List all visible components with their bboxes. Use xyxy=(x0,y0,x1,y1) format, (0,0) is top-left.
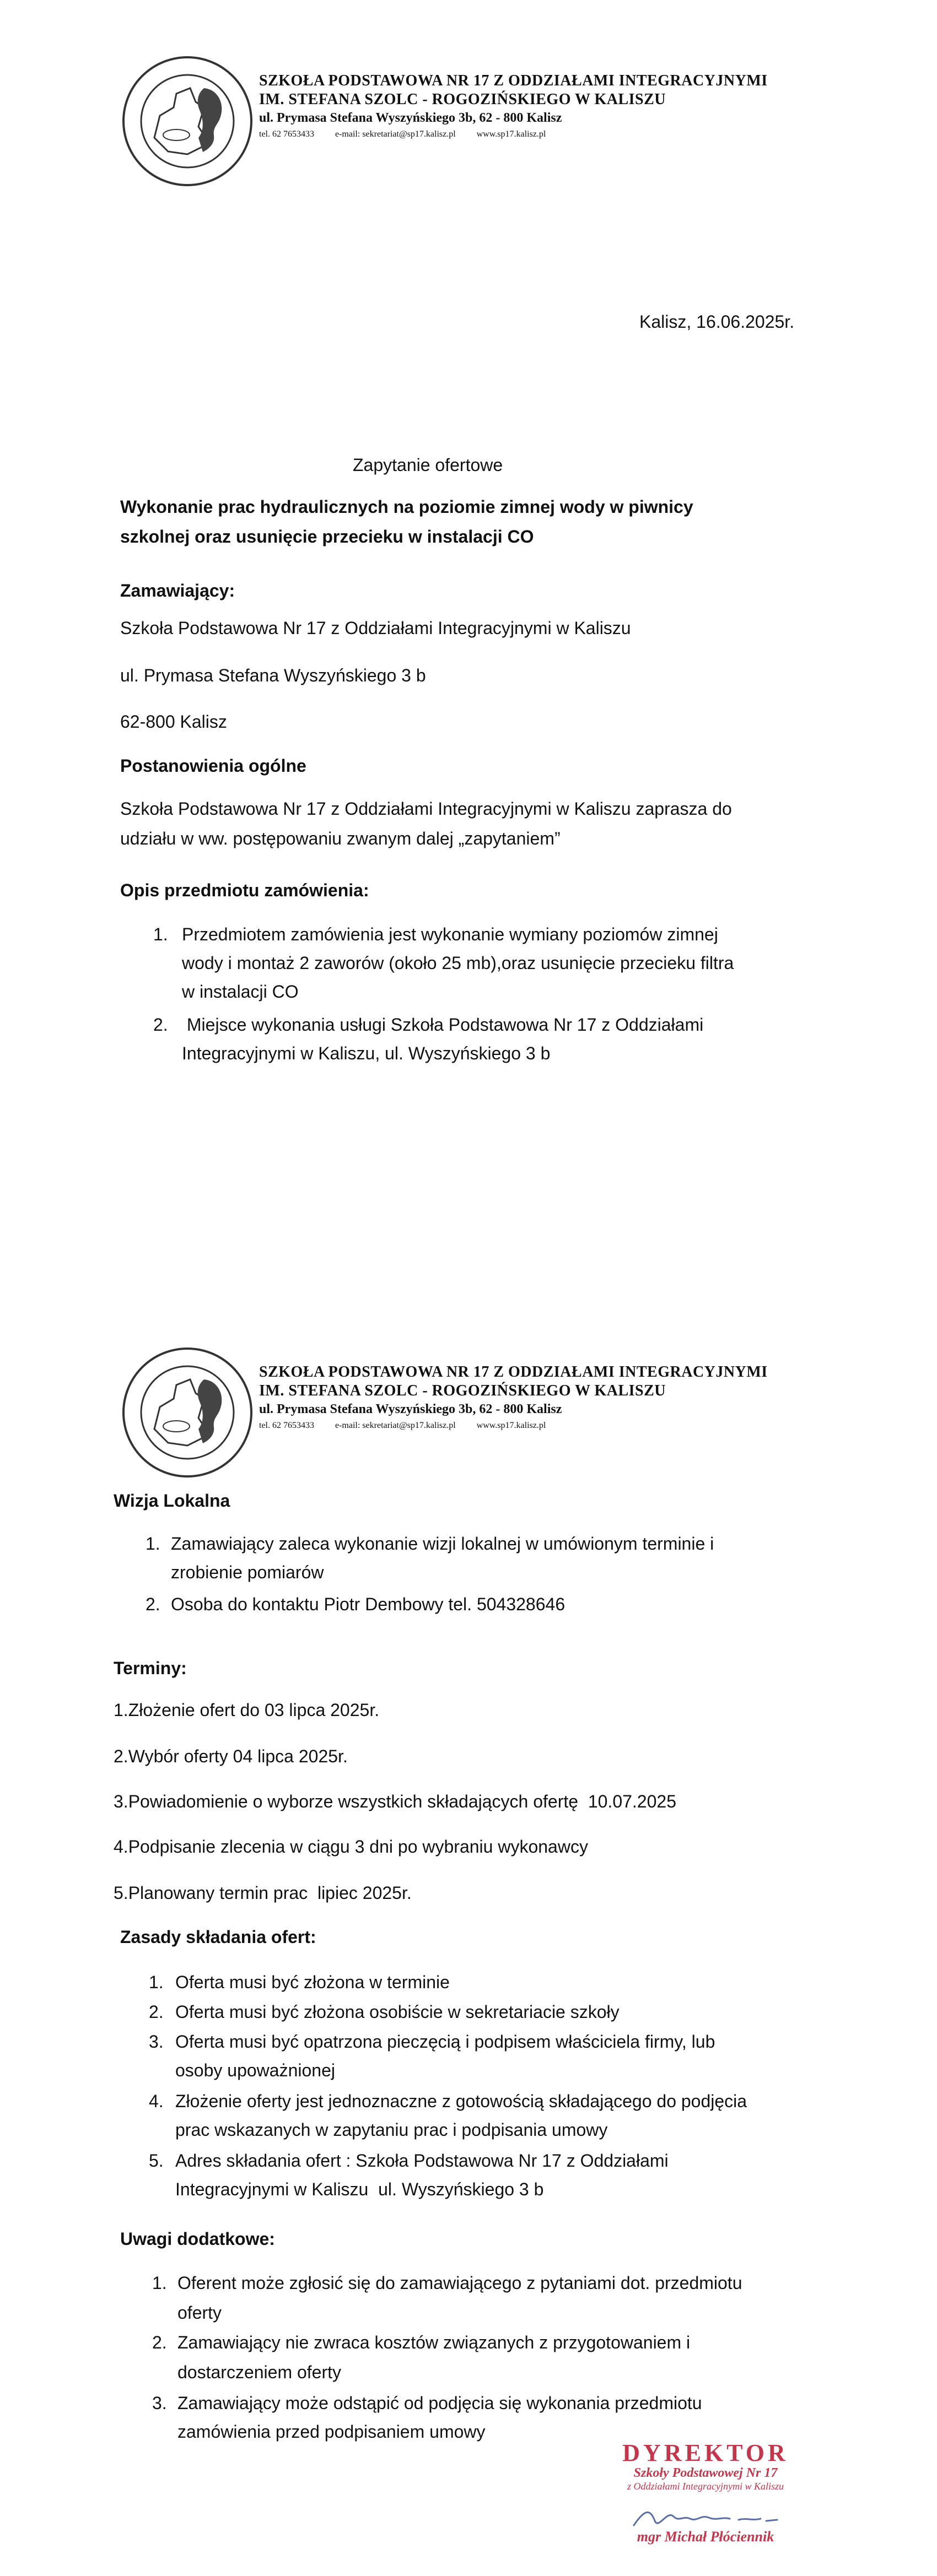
visit-item-1-number: 1. xyxy=(146,1534,160,1554)
school-logo-icon xyxy=(121,55,254,187)
general-heading: Postanowienia ogólne xyxy=(120,756,306,776)
letterhead-text xyxy=(259,1363,768,1433)
remarks-item-1-line-1: Oferent może zgłosić się do zamawiającego z pytaniami dot. przedmiotu xyxy=(177,2273,742,2293)
visit-item-2-number: 2. xyxy=(146,1594,160,1614)
scope-item-1-line-3: w instalacji CO xyxy=(182,982,299,1002)
scope-item-2-number: 2. xyxy=(153,1015,168,1035)
scope-item-2-line-1: Miejsce wykonania usługi Szkoła Podstawowa Nr 17 z Oddziałami xyxy=(182,1015,704,1035)
rules-item-5-number: 5. xyxy=(149,2151,164,2171)
remarks-item-3-number: 3. xyxy=(152,2393,167,2413)
remarks-item-1-line-2: oferty xyxy=(177,2303,222,2323)
school-website: www.sp17.kalisz.pl xyxy=(476,129,546,139)
visit-item-2-line-1: Osoba do kontaktu Piotr Dembowy tel. 504328646 xyxy=(171,1594,566,1614)
rules-item-5-line-1: Adres składania ofert : Szkoła Podstawowa Nr 17 z Oddziałami xyxy=(175,2151,669,2171)
rules-item-2-number: 2. xyxy=(149,2002,164,2022)
school-phone: tel. 62 7653433 xyxy=(259,129,314,139)
subject-line-1: Wykonanie prac hydraulicznych na poziomie zimnej wody w piwnicy xyxy=(120,497,693,517)
remarks-item-2-number: 2. xyxy=(152,2333,167,2352)
rules-item-4-line-2: prac wskazanych w zapytaniu prac i podpisania umowy xyxy=(175,2120,608,2140)
visit-item-1-line-2: zrobienie pomiarów xyxy=(171,1562,324,1582)
school-address: ul. Prymasa Stefana Wyszyńskiego 3b, 62 - 800 Kalisz xyxy=(259,1402,562,1416)
term-4: 4.Podpisanie zlecenia w ciągu 3 dni po wybraniu wykonawcy xyxy=(114,1837,588,1857)
scope-item-1-line-2: wody i montaż 2 zaworów (około 25 mb),oraz usunięcie przecieku filtra xyxy=(182,953,734,973)
school-website: www.sp17.kalisz.pl xyxy=(476,1421,546,1430)
school-name-line2: IM. STEFANA SZOLC - ROGOZIŃSKIEGO W KALISZU xyxy=(259,1382,666,1399)
letterhead xyxy=(121,55,838,198)
school-name-line1: SZKOŁA PODSTAWOWA NR 17 Z ODDZIAŁAMI INTEGRACYJNYMI xyxy=(259,72,768,89)
school-phone: tel. 62 7653433 xyxy=(259,1421,314,1430)
scope-item-2-line-2: Integracyjnymi w Kaliszu, ul. Wyszyńskiego 3 b xyxy=(182,1043,551,1063)
rules-heading: Zasady składania ofert: xyxy=(120,1927,316,1947)
general-line-2: udziału w ww. postępowaniu zwanym dalej „zapytaniem” xyxy=(120,829,561,848)
school-address: ul. Prymasa Stefana Wyszyńskiego 3b, 62 - 800 Kalisz xyxy=(259,111,562,125)
school-contacts xyxy=(259,127,768,142)
scope-item-1-line-1: Przedmiotem zamówienia jest wykonanie wymiany poziomów zimnej xyxy=(182,924,718,944)
visit-heading: Wizja Lokalna xyxy=(114,1491,230,1511)
term-1: 1.Złożenie ofert do 03 lipca 2025r. xyxy=(114,1700,380,1720)
rules-item-5-line-2: Integracyjnymi w Kaliszu ul. Wyszyńskiego 3 b xyxy=(175,2179,544,2199)
letterhead xyxy=(121,1346,838,1490)
letterhead-text xyxy=(259,72,768,142)
rules-item-4-number: 4. xyxy=(149,2091,164,2111)
remarks-item-2-line-1: Zamawiający nie zwraca kosztów związanych z przygotowaniem i xyxy=(177,2333,691,2352)
scope-item-1-number: 1. xyxy=(153,924,168,944)
stamp-school-line1: Szkoły Podstawowej Nr 17 xyxy=(633,2466,778,2480)
scope-heading: Opis przedmiotu zamówienia: xyxy=(120,880,369,900)
school-email: e-mail: sekretariat@sp17.kalisz.pl xyxy=(335,129,456,139)
term-2: 2.Wybór oferty 04 lipca 2025r. xyxy=(114,1746,348,1766)
document-date: Kalisz, 16.06.2025r. xyxy=(639,312,795,332)
remarks-item-3-line-1: Zamawiający może odstąpić od podjęcia się wykonania przedmiotu xyxy=(177,2393,702,2413)
director-stamp xyxy=(595,2440,816,2556)
orderer-city: 62-800 Kalisz xyxy=(120,712,227,732)
rules-item-2-line-1: Oferta musi być złożona osobiście w sekretariacie szkoły xyxy=(175,2002,620,2022)
terms-heading: Terminy: xyxy=(114,1658,187,1678)
handwritten-signature-icon xyxy=(628,2504,783,2532)
school-contacts xyxy=(259,1418,768,1433)
rules-item-4-line-1: Złożenie oferty jest jednoznaczne z gotowością składającego do podjęcia xyxy=(175,2091,747,2111)
school-logo-icon xyxy=(121,1346,254,1479)
rules-item-1-number: 1. xyxy=(149,1972,164,1992)
term-5: 5.Planowany termin prac lipiec 2025r. xyxy=(114,1883,412,1903)
stamp-title: DYREKTOR xyxy=(622,2439,789,2466)
rules-item-3-number: 3. xyxy=(149,2032,164,2052)
remarks-item-2-line-2: dostarczeniem oferty xyxy=(177,2362,342,2382)
general-line-1: Szkoła Podstawowa Nr 17 z Oddziałami Integracyjnymi w Kaliszu zaprasza do xyxy=(120,799,732,819)
visit-item-1-line-1: Zamawiający zaleca wykonanie wizji lokalnej w umówionym terminie i xyxy=(171,1534,714,1554)
remarks-item-3-line-2: zamówienia przed podpisaniem umowy xyxy=(177,2422,486,2442)
school-name-line1: SZKOŁA PODSTAWOWA NR 17 Z ODDZIAŁAMI INTEGRACYJNYMI xyxy=(259,1363,768,1381)
rules-item-1-line-1: Oferta musi być złożona w terminie xyxy=(175,1972,450,1992)
stamp-school-line2: z Oddziałami Integracyjnymi w Kaliszu xyxy=(627,2481,784,2492)
school-email: e-mail: sekretariat@sp17.kalisz.pl xyxy=(335,1421,456,1430)
term-3: 3.Powiadomienie o wyborze wszystkich składających ofertę 10.07.2025 xyxy=(114,1792,676,1811)
stamp-director-name: mgr Michał Płóciennik xyxy=(637,2529,774,2545)
subject-line-2: szkolnej oraz usunięcie przecieku w instalacji CO xyxy=(120,527,534,546)
school-name-line2: IM. STEFANA SZOLC - ROGOZIŃSKIEGO W KALISZU xyxy=(259,91,666,108)
remarks-item-1-number: 1. xyxy=(152,2273,167,2293)
document-title: Zapytanie ofertowe xyxy=(353,455,503,475)
orderer-street: ul. Prymasa Stefana Wyszyńskiego 3 b xyxy=(120,665,426,685)
rules-item-3-line-2: osoby upoważnionej xyxy=(175,2060,335,2080)
document-page-2 xyxy=(0,1288,937,2576)
rules-item-3-line-1: Oferta musi być opatrzona pieczęcią i podpisem właściciela firmy, lub xyxy=(175,2032,715,2052)
remarks-heading: Uwagi dodatkowe: xyxy=(120,2229,275,2249)
orderer-heading: Zamawiający: xyxy=(120,581,235,600)
orderer-name: Szkoła Podstawowa Nr 17 z Oddziałami Integracyjnymi w Kaliszu xyxy=(120,618,631,638)
